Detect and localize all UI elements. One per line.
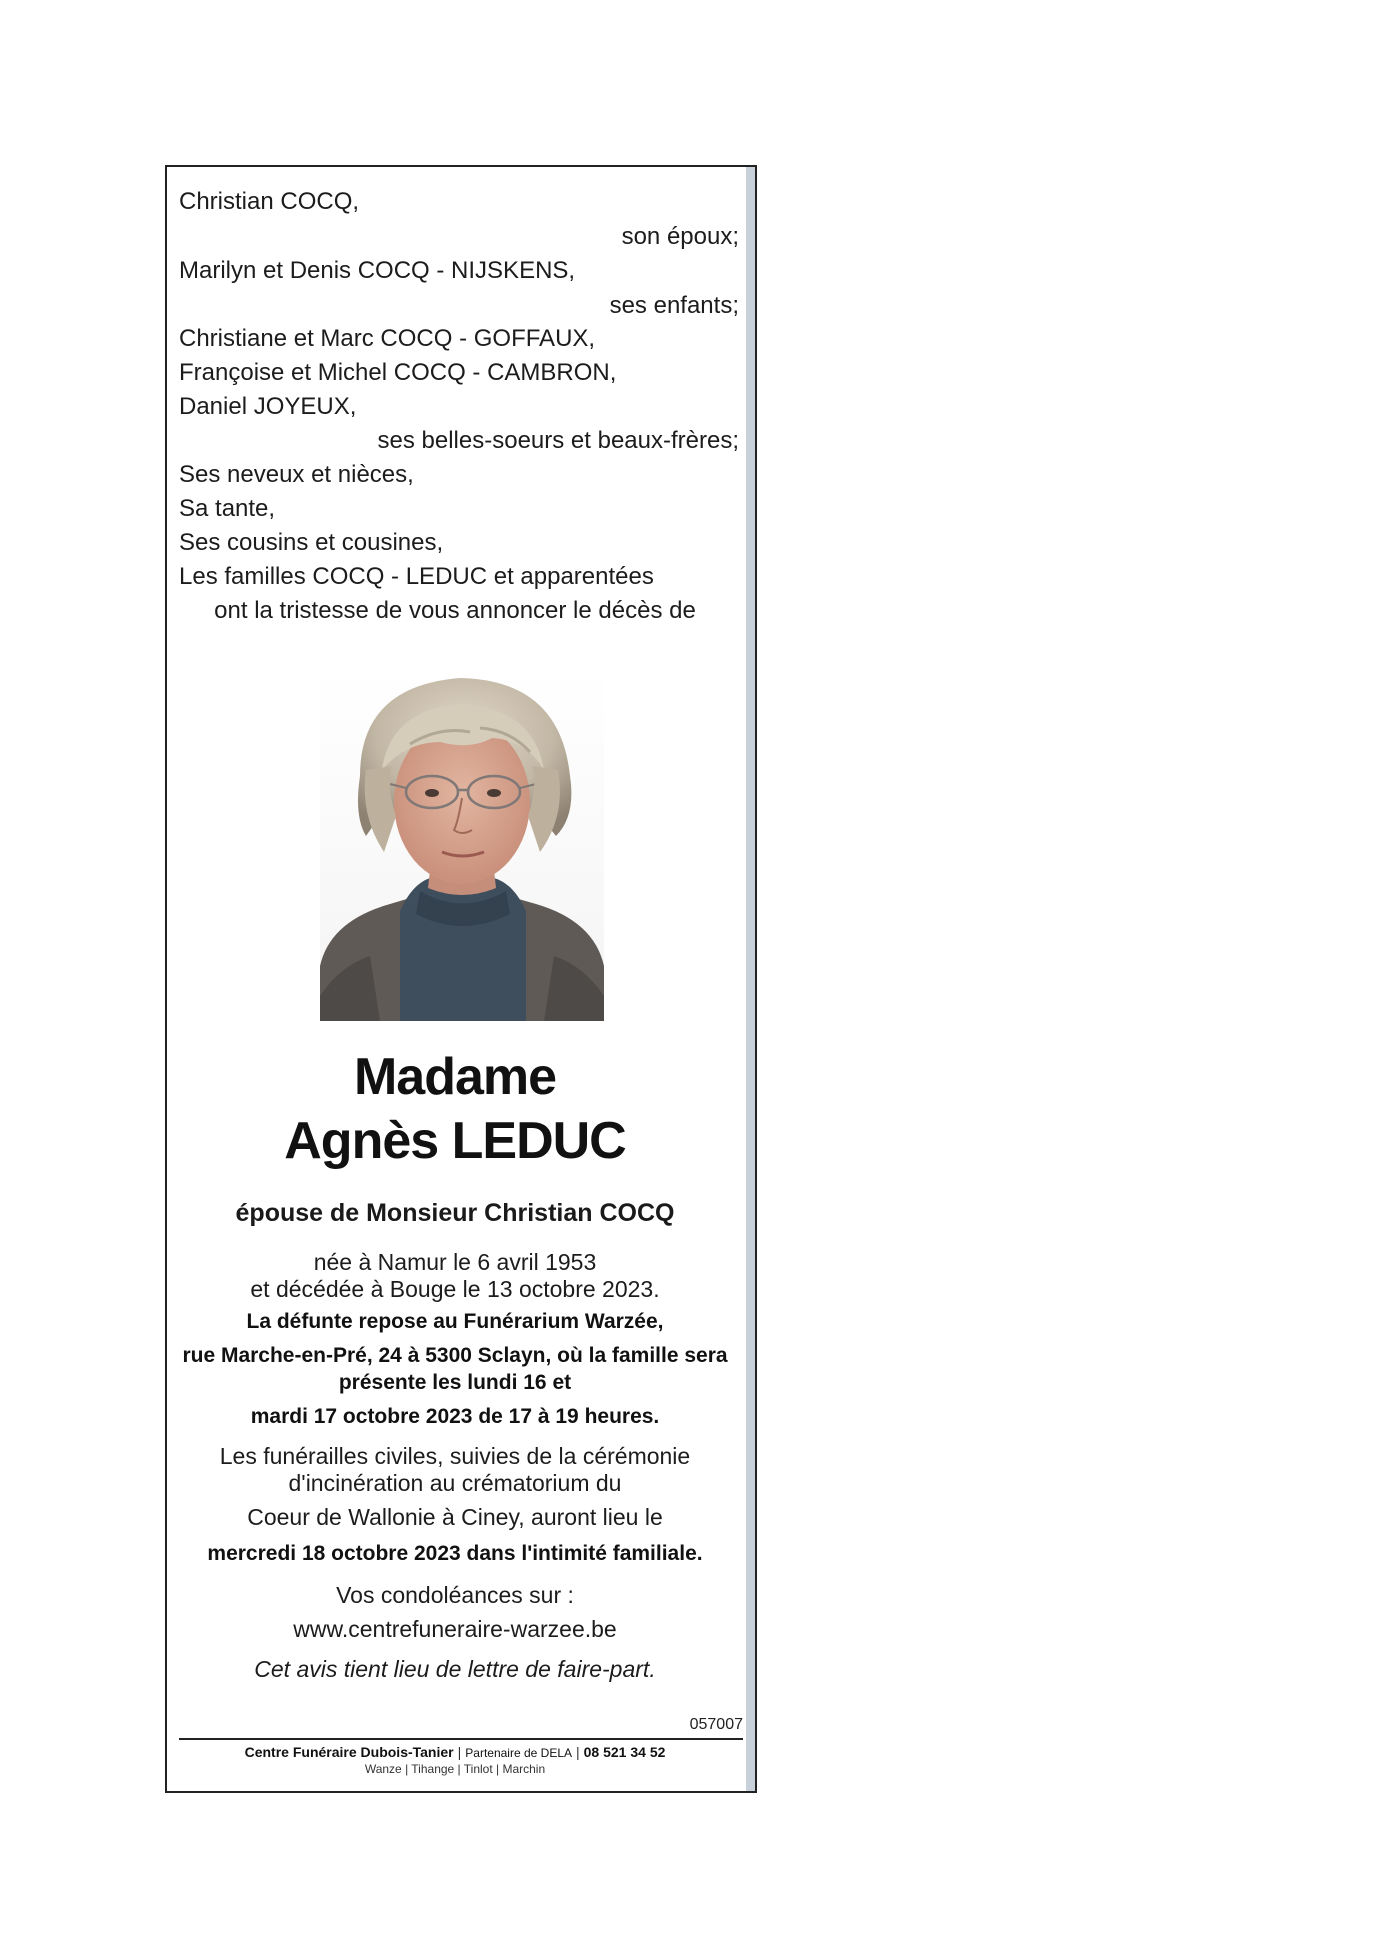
funeral-line-4: mercredi 18 octobre 2023 dans l'intimité familiale. [207,1542,703,1565]
obituary-notice [165,165,757,1793]
family-line-inlaws-3: Daniel JOYEUX, [179,393,357,420]
funeral-line-1: Les funérailles civiles, suivies de la cérémonie [219,1443,691,1469]
family-line-inlaws-1: Christiane et Marc COCQ - GOFFAUX, [179,325,596,352]
family-line-cousins: Ses cousins et cousines, [179,529,444,556]
footer-partner: Partenaire de DELA [465,1746,572,1760]
footer-company-line [167,1742,743,1763]
footer-phone: 08 521 34 52 [583,1744,666,1760]
family-line-aunt: Sa tante, [179,495,276,522]
announcement-line: ont la tristesse de vous annoncer le décès de [214,597,696,624]
funeral-line-2: d'incinération au crématorium du [288,1470,622,1496]
rest-line-1: La défunte repose au Funérarium Warzée, [246,1310,664,1333]
family-line-spouse-role: son époux; [621,223,739,250]
condolences-website: www.centrefuneraire-warzee.be [293,1616,617,1642]
spouse-line: épouse de Monsieur Christian COCQ [235,1199,675,1227]
footer-separator: | [457,1744,462,1760]
footer-separator: | [576,1744,580,1760]
family-line-inlaws-2: Françoise et Michel COCQ - CAMBRON, [179,359,617,386]
portrait-photo [320,666,604,1021]
birth-line: née à Namur le 6 avril 1953 [313,1249,597,1275]
rest-line-3: présente les lundi 16 et [338,1371,572,1394]
footer-company-name: Centre Funéraire Dubois-Tanier [244,1744,454,1760]
death-line: et décédée à Bouge le 13 octobre 2023. [250,1276,660,1302]
family-line-children-names: Marilyn et Denis COCQ - NIJSKENS, [179,257,576,284]
family-line-spouse-name: Christian COCQ, [179,188,360,215]
rest-line-2: rue Marche-en-Pré, 24 à 5300 Sclayn, où la famille sera [182,1344,728,1367]
family-line-children-role: ses enfants; [609,292,739,319]
deceased-honorific: Madame [353,1048,557,1106]
rest-line-4: mardi 17 octobre 2023 de 17 à 19 heures. [250,1405,660,1428]
deceased-name: Agnès LEDUC [284,1112,626,1170]
footer-divider [179,1738,743,1740]
family-line-nephews: Ses neveux et nièces, [179,461,414,488]
condolences-label: Vos condoléances sur : [336,1582,574,1608]
faire-part-note: Cet avis tient lieu de lettre de faire-part. [254,1656,656,1682]
funeral-line-3: Coeur de Wallonie à Ciney, auront lieu le [247,1504,663,1530]
family-line-inlaws-role: ses belles-soeurs et beaux-frères; [377,427,739,454]
reference-code: 057007 [689,1716,743,1733]
notice-edge-strip [746,167,755,1791]
family-line-families: Les familles COCQ - LEDUC et apparentées [179,563,654,590]
footer-locations: Wanze | Tihange | Tinlot | Marchin [364,1762,546,1776]
